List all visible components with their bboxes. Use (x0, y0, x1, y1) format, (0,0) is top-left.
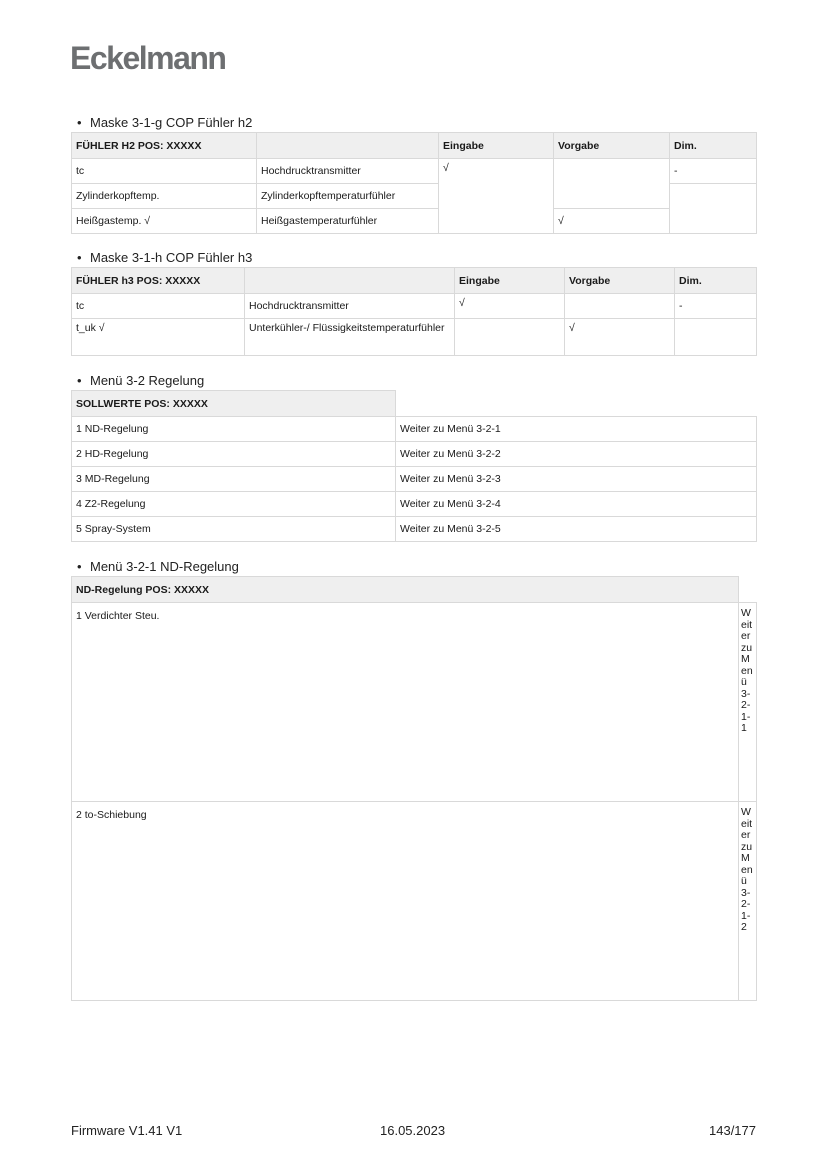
table-header-row (72, 391, 757, 417)
menu-item-link[interactable]: Weiter zu Menü 3-2-4 (396, 492, 757, 517)
table-cell (565, 294, 675, 319)
header-cell (257, 133, 439, 159)
table-cell: Hochdrucktransmitter (245, 294, 455, 319)
table-row (72, 319, 757, 356)
menu-row[interactable] (72, 442, 757, 467)
section-maske-3-1-g: • Maske 3-1-g COP Fühler h2 FÜHLER H2 POS: XXXXX Eingabe Vorgabe Dim. tc Hochdrucktransmitter √ - Zylinderkopftemp. Zylinderkopftemperaturfühler Heißgastemp. √ Heißgastemperaturfühler √ (71, 114, 757, 234)
table-cell: tc (72, 159, 257, 184)
menu-item-link[interactable]: Weiter zu Menü 3-2-3 (396, 467, 757, 492)
footer-page-number: 143/177 (709, 1123, 756, 1138)
header-cell: Vorgabe (565, 268, 675, 294)
header-cell (245, 268, 455, 294)
header-cell: ND-Regelung POS: XXXXX (72, 577, 739, 603)
menu-item-label: 2 HD-Regelung (72, 442, 396, 467)
section-title: Menü 3-2 Regelung (90, 373, 205, 388)
header-cell: Eingabe (439, 133, 554, 159)
table-header-row (72, 577, 757, 603)
menu-item-label: 2 to-Schiebung (72, 802, 739, 1001)
menu-item-link[interactable]: Weiter zu Menü 3-2-2 (396, 442, 757, 467)
section-maske-3-1-h: • Maske 3-1-h COP Fühler h3 FÜHLER h3 POS: XXXXX Eingabe Vorgabe Dim. tc Hochdrucktransmitter √ - t_uk √ Unterkühler-/ Flüssigkeitstemperaturfühler √ (71, 249, 757, 356)
menu-row[interactable] (72, 603, 757, 802)
footer-date: 16.05.2023 (380, 1123, 446, 1138)
header-cell: Vorgabe (554, 133, 670, 159)
section-title: Maske 3-1-g COP Fühler h2 (90, 115, 253, 130)
section-title: Menü 3-2-1 ND-Regelung (90, 559, 239, 574)
table-cell: Heißgastemperaturfühler (257, 209, 439, 234)
sensor-table-h2 (71, 132, 757, 234)
menu-item-label: 5 Spray-System (72, 517, 396, 542)
table-cell: - (670, 159, 757, 184)
menu-item-label: 1 ND-Regelung (72, 417, 396, 442)
table-cell: √ (455, 294, 565, 319)
menu-row[interactable] (72, 802, 757, 1001)
menu-table-3-2 (71, 390, 757, 542)
menu-row[interactable] (72, 417, 757, 442)
table-cell (670, 184, 757, 234)
menu-row[interactable] (72, 467, 757, 492)
table-cell: Zylinderkopftemp. (72, 184, 257, 209)
table-cell: Zylinderkopftemperaturfühler (257, 184, 439, 209)
section-menu-3-2-1: • Menü 3-2-1 ND-Regelung ND-Regelung POS: XXXXX 1 Verdichter Steu. Weiter zu Menü 3-2-1-1 2 to-Schiebung Weiter zu Menü 3-2-1-2 (71, 558, 757, 1001)
table-header-row (72, 268, 757, 294)
table-cell: Hochdrucktransmitter (257, 159, 439, 184)
menu-item-link[interactable]: Weiter zu Menü 3-2-1-1 (739, 603, 757, 802)
table-cell: - (675, 294, 757, 319)
menu-item-label: 4 Z2-Regelung (72, 492, 396, 517)
table-cell: √ (565, 319, 675, 356)
sensor-table-h3 (71, 267, 757, 356)
header-cell: SOLLWERTE POS: XXXXX (72, 391, 396, 417)
menu-item-link[interactable]: Weiter zu Menü 3-2-1 (396, 417, 757, 442)
section-menu-3-2: • Menü 3-2 Regelung SOLLWERTE POS: XXXXX 1 ND-Regelung Weiter zu Menü 3-2-1 2 HD-Regelung Weiter zu Menü 3-2-2 3 MD-Regelung Weiter zu Menü 3-2-3 4 Z2-Regelung Weiter zu Menü 3-2-4 5 Spray-System Weiter zu Menü 3-2-5 (71, 372, 757, 542)
table-cell: √ (554, 209, 670, 234)
table-cell: t_uk √ (72, 319, 245, 356)
table-cell (554, 159, 670, 209)
header-cell: Dim. (675, 268, 757, 294)
menu-table-3-2-1 (71, 576, 757, 1001)
header-cell: FÜHLER H2 POS: XXXXX (72, 133, 257, 159)
menu-item-label: 1 Verdichter Steu. (72, 603, 739, 802)
table-cell: Unterkühler-/ Flüssigkeitstemperaturfühler (245, 319, 455, 356)
menu-item-link[interactable]: Weiter zu Menü 3-2-1-2 (739, 802, 757, 1001)
brand-logo: Eckelmann (70, 40, 226, 76)
table-row (72, 209, 757, 234)
menu-item-link[interactable]: Weiter zu Menü 3-2-5 (396, 517, 757, 542)
table-header-row (72, 133, 757, 159)
table-row (72, 159, 757, 184)
menu-row[interactable] (72, 517, 757, 542)
table-row (72, 294, 757, 319)
table-cell: √ (439, 159, 554, 234)
section-title: Maske 3-1-h COP Fühler h3 (90, 250, 253, 265)
header-cell: Dim. (670, 133, 757, 159)
header-cell: Eingabe (455, 268, 565, 294)
header-cell: FÜHLER h3 POS: XXXXX (72, 268, 245, 294)
table-cell: tc (72, 294, 245, 319)
footer-firmware: Firmware V1.41 V1 (71, 1123, 183, 1138)
menu-item-label: 3 MD-Regelung (72, 467, 396, 492)
table-cell (675, 319, 757, 356)
table-cell: Heißgastemp. √ (72, 209, 257, 234)
menu-row[interactable] (72, 492, 757, 517)
table-cell (455, 319, 565, 356)
